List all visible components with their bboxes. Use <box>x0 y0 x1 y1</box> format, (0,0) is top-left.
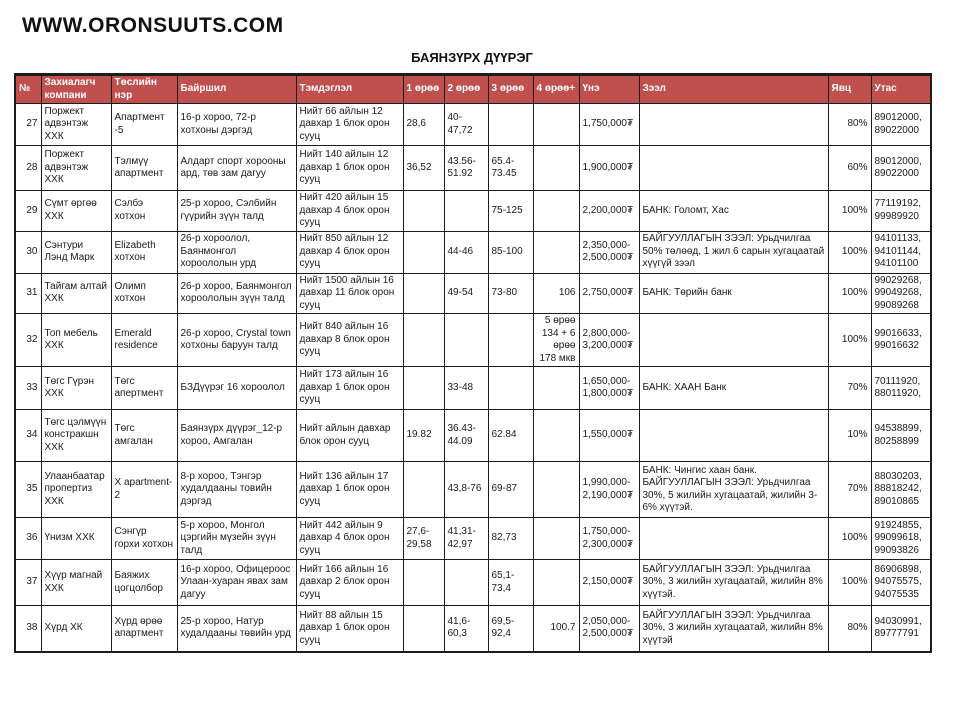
cell-note: Нийт 1500 айлын 16 давхар 11 блок орон сууц <box>296 273 403 314</box>
cell-no: 36 <box>15 518 41 560</box>
cell-room2: 43,8-76 <box>444 462 488 518</box>
cell-price: 1,750,000-2,300,000₮ <box>579 518 639 560</box>
cell-room2: 33-48 <box>444 367 488 410</box>
cell-room3: 65,1-73,4 <box>488 560 533 606</box>
cell-price: 2,750,000₮ <box>579 273 639 314</box>
table-row <box>15 273 931 314</box>
cell-room1: 27,6-29,58 <box>403 518 444 560</box>
cell-location: 25-р хороо, Сэлбийн гүүрийн зүүн талд <box>177 191 296 232</box>
cell-company: Төгс Гүрэн ХХК <box>41 367 111 410</box>
cell-room3: 69-87 <box>488 462 533 518</box>
cell-room1 <box>403 560 444 606</box>
cell-no: 30 <box>15 231 41 273</box>
cell-company: Сүмт өргөө ХХК <box>41 191 111 232</box>
cell-location: 26-р хороолол, Баянмонгол хороололын урд <box>177 231 296 273</box>
cell-price: 2,150,000₮ <box>579 560 639 606</box>
cell-project: X apartment-2 <box>111 462 177 518</box>
cell-company: Топ мебель ХХК <box>41 314 111 367</box>
cell-no: 29 <box>15 191 41 232</box>
cell-loan <box>639 146 828 191</box>
cell-room2 <box>444 191 488 232</box>
cell-room4plus: 106 <box>533 273 579 314</box>
cell-room1 <box>403 273 444 314</box>
cell-room3 <box>488 314 533 367</box>
cell-phone: 77119192, 99989920 <box>871 191 931 232</box>
cell-project: Төгс апертмент <box>111 367 177 410</box>
cell-phone: 86906898, 94075575, 94075535 <box>871 560 931 606</box>
cell-price: 2,350,000-2,500,000₮ <box>579 231 639 273</box>
cell-room1 <box>403 231 444 273</box>
cell-room3: 62.84 <box>488 410 533 462</box>
cell-price: 2,800,000-3,200,000₮ <box>579 314 639 367</box>
cell-loan: БАЙГУУЛЛАГЫН ЗЭЭЛ: Урьдчилгаа 30%, 3 жилийн хугацаатай, жилийн 8% хүүтэй <box>639 606 828 652</box>
cell-company: Үнизм ХХК <box>41 518 111 560</box>
table-title: БАЯНЗҮРХ ДҮҮРЭГ <box>411 50 533 65</box>
table-row <box>15 314 931 367</box>
cell-room2: 41,6-60,3 <box>444 606 488 652</box>
table-header-row <box>15 75 931 104</box>
cell-progress: 100% <box>828 231 871 273</box>
cell-project: Олимп хотхон <box>111 273 177 314</box>
column-header-company: Захиалагч компани <box>41 75 111 104</box>
cell-progress: 70% <box>828 367 871 410</box>
cell-room1 <box>403 367 444 410</box>
cell-note: Нийт 66 айлын 12 давхар 1 блок орон сууц <box>296 104 403 146</box>
cell-note: Нийт 88 айлын 15 давхар 1 блок орон сууц <box>296 606 403 652</box>
cell-loan <box>639 314 828 367</box>
table-row <box>15 146 931 191</box>
column-header-location: Байршил <box>177 75 296 104</box>
table-header <box>15 75 931 104</box>
cell-progress: 10% <box>828 410 871 462</box>
cell-room2: 49-54 <box>444 273 488 314</box>
cell-no: 35 <box>15 462 41 518</box>
table-row <box>15 462 931 518</box>
cell-location: 8-р хороо, Тэнгэр худалдааны товийн дэргэд <box>177 462 296 518</box>
column-header-progress: Явц <box>828 75 871 104</box>
cell-no: 38 <box>15 606 41 652</box>
cell-company: Поржект адвэнтэж ХХК <box>41 104 111 146</box>
cell-price: 1,900,000₮ <box>579 146 639 191</box>
cell-phone: 70111920, 88011920, <box>871 367 931 410</box>
cell-project: Elizabeth хотхон <box>111 231 177 273</box>
cell-company: Тайгам алтай ХХК <box>41 273 111 314</box>
cell-loan: БАНК: Чингис хаан банк. БАЙГУУЛЛАГЫН ЗЭЭЛ: Урьдчилгаа 30%, 5 жилийн хугацаатай, жилийн 3-6% хүүтэй. <box>639 462 828 518</box>
cell-company: Улаанбаатар пропертиз ХХК <box>41 462 111 518</box>
table-row <box>15 410 931 462</box>
cell-room3: 73-80 <box>488 273 533 314</box>
cell-project: Тэлмүү апартмент <box>111 146 177 191</box>
cell-room2: 43.56-51.92 <box>444 146 488 191</box>
cell-phone: 89012000, 89022000 <box>871 104 931 146</box>
cell-no: 31 <box>15 273 41 314</box>
cell-room1 <box>403 462 444 518</box>
cell-room3: 82,73 <box>488 518 533 560</box>
cell-phone: 99016633, 99016632 <box>871 314 931 367</box>
cell-progress: 60% <box>828 146 871 191</box>
cell-progress: 100% <box>828 191 871 232</box>
cell-progress: 70% <box>828 462 871 518</box>
cell-loan: БАНК: ХААН Банк <box>639 367 828 410</box>
cell-room1 <box>403 606 444 652</box>
cell-note: Нийт 420 айлын 15 давхар 4 блок орон сууц <box>296 191 403 232</box>
cell-price: 1,990,000-2,190,000₮ <box>579 462 639 518</box>
table-body <box>15 104 931 652</box>
cell-room3: 69,5-92,4 <box>488 606 533 652</box>
cell-location: 26-р хороо, Баянмонгол хороололын зүүн талд <box>177 273 296 314</box>
cell-no: 34 <box>15 410 41 462</box>
cell-room3: 65.4-73.45 <box>488 146 533 191</box>
cell-progress: 100% <box>828 560 871 606</box>
cell-phone: 94101133, 94101144, 94101100 <box>871 231 931 273</box>
cell-price: 1,750,000₮ <box>579 104 639 146</box>
cell-project: Emerald residence <box>111 314 177 367</box>
cell-project: Баяжих цогцолбор <box>111 560 177 606</box>
cell-project: Хүрд өрөө апартмент <box>111 606 177 652</box>
cell-loan <box>639 518 828 560</box>
column-header-loan: Зээл <box>639 75 828 104</box>
cell-room4plus <box>533 462 579 518</box>
cell-room4plus <box>533 104 579 146</box>
cell-location: 16-р хороо, Офицероос Улаан-хуаран явах зам дагуу <box>177 560 296 606</box>
cell-room2: 36.43-44.09 <box>444 410 488 462</box>
cell-project: Төгс амгалан <box>111 410 177 462</box>
cell-room1 <box>403 314 444 367</box>
cell-phone: 94538899, 80258899 <box>871 410 931 462</box>
cell-note: Нийт 136 айлын 17 давхар 1 блок орон сууц <box>296 462 403 518</box>
table-row <box>15 104 931 146</box>
cell-room4plus: 100.7 <box>533 606 579 652</box>
column-header-note: Тэмдэглэл <box>296 75 403 104</box>
cell-room2 <box>444 314 488 367</box>
cell-room4plus <box>533 560 579 606</box>
cell-room2: 44-46 <box>444 231 488 273</box>
cell-no: 27 <box>15 104 41 146</box>
cell-room4plus <box>533 367 579 410</box>
cell-location: Алдарт спорт хорооны ард, төв зам дагуу <box>177 146 296 191</box>
cell-room4plus <box>533 191 579 232</box>
cell-note: Нийт 442 айлын 9 давхар 4 блок орон сууц <box>296 518 403 560</box>
cell-room2: 41,31-42,97 <box>444 518 488 560</box>
cell-phone: 89012000, 89022000 <box>871 146 931 191</box>
cell-company: Поржект адвэнтэж ХХК <box>41 146 111 191</box>
cell-note: Нийт 850 айлын 12 давхар 4 блок орон сууц <box>296 231 403 273</box>
cell-price: 1,550,000₮ <box>579 410 639 462</box>
cell-company: Төгс цэлмүүн констракшн ХХК <box>41 410 111 462</box>
cell-room3 <box>488 104 533 146</box>
cell-progress: 100% <box>828 314 871 367</box>
cell-progress: 80% <box>828 104 871 146</box>
table-row <box>15 367 931 410</box>
column-header-room4plus: 4 өрөө+ <box>533 75 579 104</box>
cell-note: Нийт 166 айлын 16 давхар 2 блок орон сууц <box>296 560 403 606</box>
table-row <box>15 231 931 273</box>
column-header-room1: 1 өрөө <box>403 75 444 104</box>
cell-room2 <box>444 560 488 606</box>
cell-location: 5-р хороо, Монгол цэргийн мүзейн зүүн талд <box>177 518 296 560</box>
cell-room1 <box>403 191 444 232</box>
cell-loan: БАНК: Төрийн банк <box>639 273 828 314</box>
cell-room4plus <box>533 146 579 191</box>
column-header-room2: 2 өрөө <box>444 75 488 104</box>
column-header-room3: 3 өрөө <box>488 75 533 104</box>
column-header-project: Төслийн нэр <box>111 75 177 104</box>
cell-company: Хүүр магнай ХХК <box>41 560 111 606</box>
cell-progress: 100% <box>828 273 871 314</box>
cell-no: 28 <box>15 146 41 191</box>
cell-note: Нийт айлын давхар блок орон сууц <box>296 410 403 462</box>
cell-company: Хүрд ХК <box>41 606 111 652</box>
listings-table <box>14 73 932 653</box>
cell-project: Сэнгүр горхи хотхон <box>111 518 177 560</box>
table-row <box>15 606 931 652</box>
cell-project: Сэлбэ хотхон <box>111 191 177 232</box>
cell-room1: 36,52 <box>403 146 444 191</box>
cell-loan <box>639 104 828 146</box>
cell-loan: БАЙГУУЛЛАГЫН ЗЭЭЛ: Урьдчилгаа 30%, 3 жилийн хугацаатай, жилийн 8% хүүтэй. <box>639 560 828 606</box>
column-header-no: № <box>15 75 41 104</box>
cell-no: 32 <box>15 314 41 367</box>
cell-loan: БАЙГУУЛЛАГЫН ЗЭЭЛ: Урьдчилгаа 50% төлөөд, 1 жил 6 сарын хугацаатай хүүгүй зээл <box>639 231 828 273</box>
cell-price: 2,200,000₮ <box>579 191 639 232</box>
cell-note: Нийт 140 айлын 12 давхар 1 блок орон сууц <box>296 146 403 191</box>
cell-room1: 28,6 <box>403 104 444 146</box>
cell-room4plus <box>533 231 579 273</box>
cell-phone: 91924855, 99099618, 99093826 <box>871 518 931 560</box>
table-row <box>15 560 931 606</box>
cell-phone: 88030203, 88818242, 89010865 <box>871 462 931 518</box>
cell-location: 25-р хороо, Натур худалдааны төвийн урд <box>177 606 296 652</box>
cell-location: 26-р хороо, Crystal town хотхоны баруун талд <box>177 314 296 367</box>
cell-progress: 80% <box>828 606 871 652</box>
cell-note: Нийт 173 айлын 16 давхар 1 блок орон сууц <box>296 367 403 410</box>
cell-phone: 99029268, 99049268, 99089268 <box>871 273 931 314</box>
cell-loan: БАНК: Голомт, Хас <box>639 191 828 232</box>
cell-room3: 75-125 <box>488 191 533 232</box>
cell-note: Нийт 840 айлын 16 давхар 8 блок орон сууц <box>296 314 403 367</box>
column-header-price: Үнэ <box>579 75 639 104</box>
cell-room2: 40-47,72 <box>444 104 488 146</box>
cell-price: 2,050,000-2,500,000₮ <box>579 606 639 652</box>
cell-room4plus <box>533 410 579 462</box>
cell-location: БЗДүүрэг 16 хороолол <box>177 367 296 410</box>
cell-price: 1,650,000-1,800,000₮ <box>579 367 639 410</box>
column-header-phone: Утас <box>871 75 931 104</box>
cell-progress: 100% <box>828 518 871 560</box>
cell-company: Сэнтури Лэнд Марк <box>41 231 111 273</box>
table-row <box>15 518 931 560</box>
cell-room4plus: 5 өрөө 134 + 6 өрөө 178 мкв <box>533 314 579 367</box>
table-row <box>15 191 931 232</box>
cell-room3: 85-100 <box>488 231 533 273</box>
cell-location: 16-р хороо, 72-р хотхоны дэргэд <box>177 104 296 146</box>
cell-location: Баянзүрх дүүрэг_12-р хороо, Амгалан <box>177 410 296 462</box>
cell-no: 33 <box>15 367 41 410</box>
cell-phone: 94030991, 89777791 <box>871 606 931 652</box>
cell-room1: 19.82 <box>403 410 444 462</box>
cell-room4plus <box>533 518 579 560</box>
site-title: WWW.ORONSUUTS.COM <box>22 14 284 37</box>
cell-project: Апартмент -5 <box>111 104 177 146</box>
cell-no: 37 <box>15 560 41 606</box>
cell-room3 <box>488 367 533 410</box>
cell-loan <box>639 410 828 462</box>
